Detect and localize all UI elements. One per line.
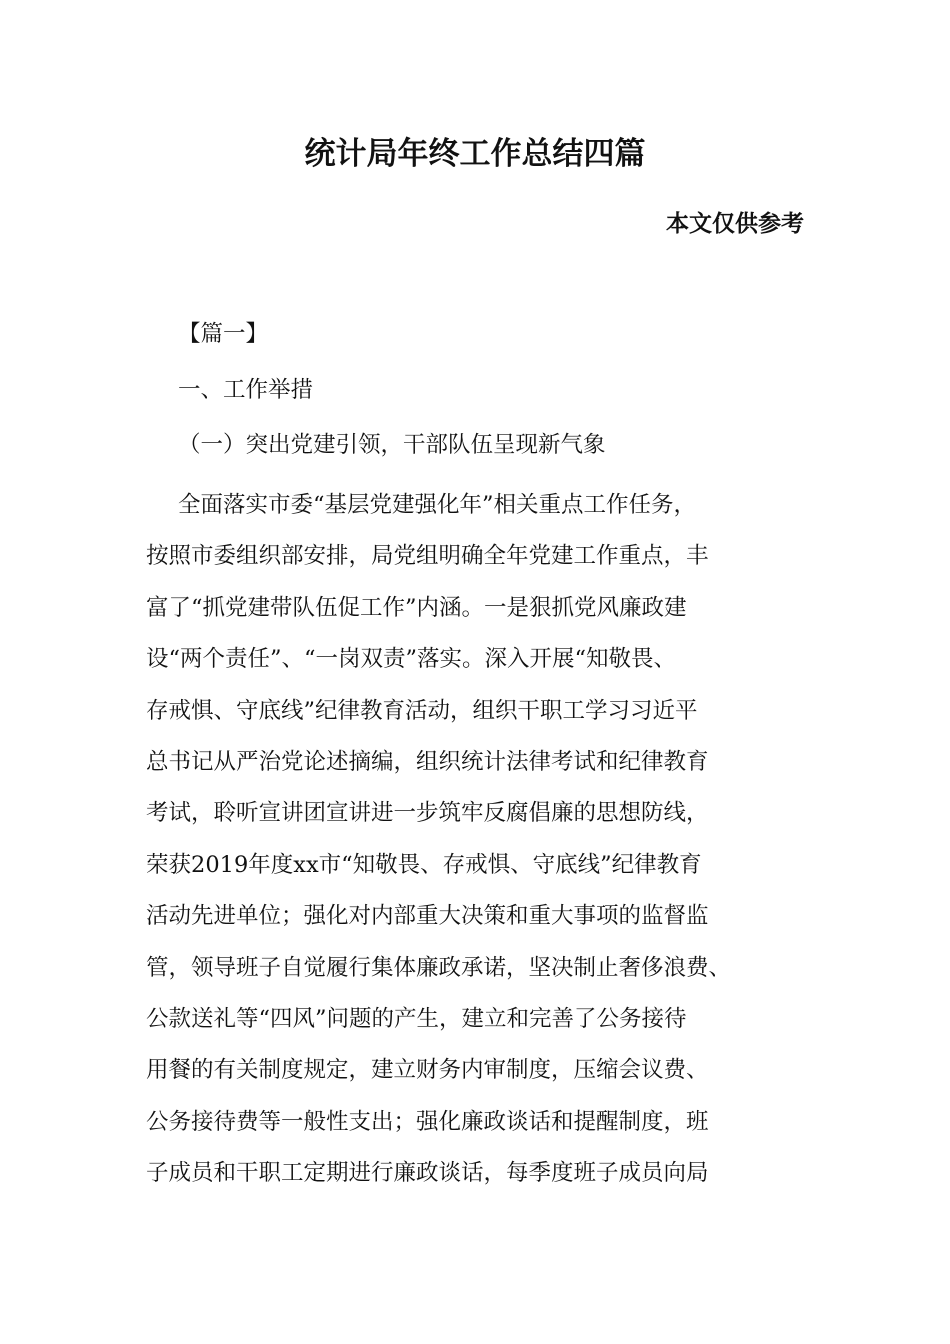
paragraph-line: 全面落实市委“基层党建强化年”相关重点工作任务， [178,492,697,518]
paragraph-line: 子成员和干职工定期进行廉政谈话，每季度班子成员向局 [146,1160,709,1187]
paragraph-line: 管，领导班子自觉履行集体廉政承诺，坚决制止奢侈浪费、 [146,954,732,981]
paragraph-line: 存戒惧、守底线”纪律教育活动，组织干职工学习习近平 [146,697,698,724]
heading-level-2: （一）突出党建引领，干部队伍呈现新气象 [178,432,606,458]
paragraph-line: 荣获2019年度xx市“知敬畏、存戒惧、守底线”纪律教育 [146,851,702,878]
body-paragraph [146,480,806,1199]
paragraph-line: 公务接待费等一般性支出；强化廉政谈话和提醒制度，班 [146,1108,709,1135]
paragraph-line: 总书记从严治党论述摘编，组织统计法律考试和纪律教育 [146,748,709,775]
paragraph-line: 用餐的有关制度规定，建立财务内审制度，压缩会议费、 [146,1057,709,1084]
document-title: 统计局年终工作总结四篇 [304,136,646,172]
paragraph-line: 考试，聆听宣讲团宣讲进一步筑牢反腐倡廉的思想防线， [146,800,709,827]
paragraph-line: 按照市委组织部安排，局党组明确全年党建工作重点，丰 [146,543,709,570]
section-label: 【篇一】 [178,321,269,347]
reference-note: 本文仅供参考 [666,211,804,237]
heading-level-1: 一、工作举措 [178,377,314,403]
paragraph-line: 公款送礼等“四风”问题的产生，建立和完善了公务接待 [146,1005,687,1032]
paragraph-line: 活动先进单位；强化对内部重大决策和重大事项的监督监 [146,903,709,930]
paragraph-line: 设“两个责任”、“一岗双责”落实。深入开展“知敬畏、 [146,646,677,673]
paragraph-line: 富了“抓党建带队伍促工作”内涵。一是狠抓党风廉政建 [146,594,687,621]
